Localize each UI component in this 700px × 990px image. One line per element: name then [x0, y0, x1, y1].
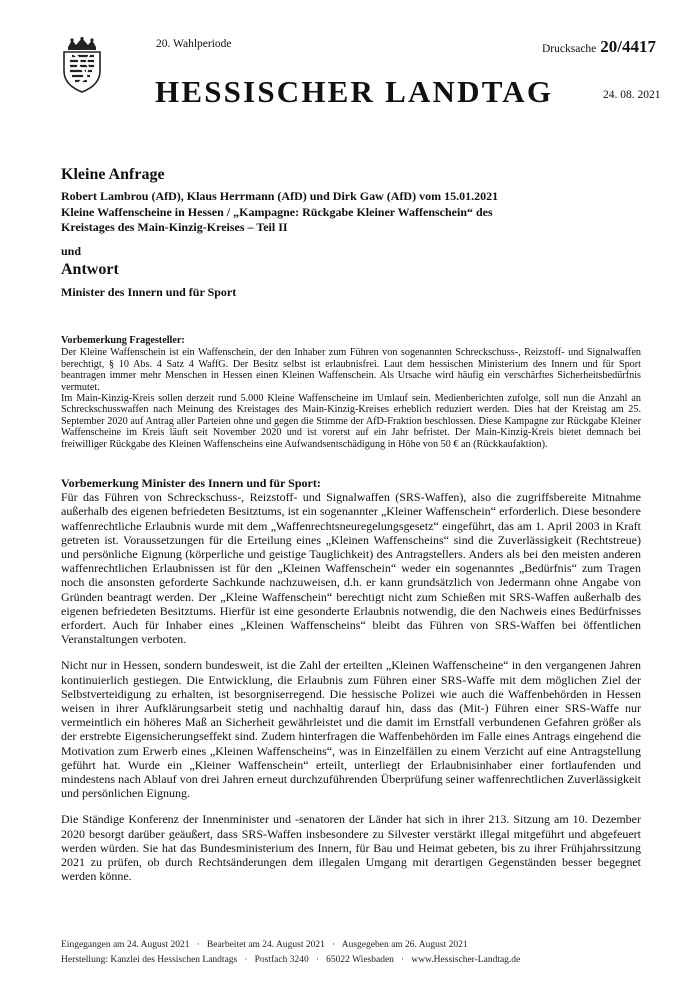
vorbemerkung-minister: [61, 476, 641, 895]
vorbemerkung-minister-paragraph: Die Ständige Konferenz der Innenminister und -senatoren der Länder hat sich in ihrer 213. Sitzung am 10. Dezember 2020 besorgt darüber geäußert, dass SRS-Waffen insbesondere zu Silvester verstärkt illegal mitgeführt und abgefeuert werden würden. Sie hat das Bundesministerium des Innern, für Bau und Heimat gebeten, bis zu ihrer Frühjahrssitzung 2021 zu prüfen, ob durch Rechtsänderungen dem illegalen Umgang mit derartigen Gegenständen besser begegnet werden könne.: [61, 812, 641, 884]
drucksache-number: 20/4417: [600, 37, 657, 56]
subject-line-1: Kleine Waffenscheine in Hessen / „Kampagne: Rückgabe Kleiner Waffenschein“ des: [61, 204, 493, 219]
responding-minister: Minister des Innern und für Sport: [61, 284, 237, 299]
authors-line: Robert Lambrou (AfD), Klaus Herrmann (AfD) und Dirk Gaw (AfD) vom 15.01.2021: [61, 189, 499, 203]
document-date: 24. 08. 2021: [603, 89, 661, 101]
subject-line-2: Kreistages des Main-Kinzig-Kreises – Teil II: [61, 220, 288, 234]
document-footer: [61, 938, 651, 968]
vorbemerkung-fragesteller: [61, 335, 641, 450]
landtag-title: HESSISCHER LANDTAG: [155, 74, 554, 109]
footer-dates: Eingegangen am 24. August 2021 · Bearbeitet am 24. August 2021 · Ausgegeben am 26. August 2021: [61, 940, 468, 950]
vorbemerkung-minister-paragraph: Nicht nur in Hessen, sondern bundesweit, ist die Zahl der erteilten „Kleinen Waffenscheine“ in den vergangenen Jahren kontinuierlich gestiegen. Die Entwicklung, die Erlaubnis zum Führen einer SRS-Waffe mit dem möglichen Ziel der Selbstverteidigung zu erhalten, ist besorgniserregend. Die hessische Polizei wie auch die Waffenbehörden in Hessen weisen in ihrer Aufklärungsarbeit stetig und nachhaltig darauf hin, dass das (Mit-) Führen einer SRS-Waffe nur vermeintlich ein höheres Maß an Sicherheit gewährleistet und die damit im Ernstfall verbundenen Gefahren größer als der erstrebte Eigensicherungseffekt sind. Zudem hinterfragen die Waffenbehörden im Falle eines Antrags eingehend die Motivation zum Erwerb eines „Kleinen Waffenscheins“, was in Einzelfällen zu einem Verzicht auf eine Antragstellung geführt hat. Wurde ein „Kleiner Waffenschein“ erteilt, unterliegt der Erlaubnisinhaber einer fortlaufenden und mindestens nach Ablauf von drei Jahren erneut durchzuführenden Überprüfung seiner waffenrechtlichen Zuverlässigkeit und persönlichen Eignung.: [61, 658, 641, 801]
vorbemerkung-fragesteller-paragraph: Der Kleine Waffenschein ist ein Waffenschein, der den Inhaber zum Führen von sogenannten Schreckschuss-, Reizstoff- und Signalwaffen berechtigt, § 10 Abs. 4 Satz 4 WaffG. Der Besitz selbst ist erlaubnisfrei. Laut dem hessischen Ministerium des Innern und für Sport beantragen immer mehr Menschen in Hessen einen Kleinen Waffenschein. Als Ursache wird häufig ein verschärftes Sicherheitsbedürfnis vermutet.: [61, 347, 641, 393]
antwort-heading: Antwort: [61, 260, 119, 278]
vorbemerkung-fragesteller-title: Vorbemerkung Fragesteller:: [61, 335, 185, 346]
footer-publisher: Herstellung: Kanzlei des Hessischen Landtags · Postfach 3240 · 65022 Wiesbaden · www.Hessischer-Landtag.de: [61, 955, 521, 965]
drucksache-reference: [542, 37, 656, 57]
hessen-coat-of-arms-icon: [60, 37, 104, 93]
wahlperiode: 20. Wahlperiode: [156, 38, 232, 50]
vorbemerkung-minister-title: Vorbemerkung Minister des Innern und für Sport:: [61, 476, 321, 490]
drucksache-label: Drucksache: [542, 43, 597, 55]
vorbemerkung-minister-paragraph: Für das Führen von Schreckschuss-, Reizstoff- und Signalwaffen (SRS-Waffen), also die zugriffsbereite Mitnahme außerhalb des eigenen befriedeten Besitztums, ist ein sogenannter „Kleiner Waffenschein“ erforderlich. Diese besondere waffenrechtliche Erlaubnis wurde mit dem „Waffenrechtsneuregelungsgesetz“ eingeführt, das am 1. April 2003 in Kraft getreten ist. Voraussetzungen für die Erteilung eines „Kleinen Waffenscheins“ sind die Zuverlässigkeit (Rechtstreue) und persönliche Eignung (körperliche und geistige Tauglichkeit) des Antragstellers. Anders als bei den meisten anderen waffenrechtlichen Erlaubnissen ist für den „Kleinen Waffenschein“ weder ein sogenanntes „Bedürfnis“ zum Tragen noch die ansonsten geforderte Sachkunde nachzuweisen, d.h. er kann grundsätzlich von Jedermann ohne Angabe von Gründen beantragt werden. Der „Kleine Waffenschein“ berechtigt nicht zum Schießen mit SRS-Waffen außerhalb des eigenen befriedeten Besitztums. Hierfür ist eine gesonderte Erlaubnis notwendig, die den Nachweis eines Bedürfnisses erfordert. Auch für Inhaber eines „Kleinen Waffenscheins“ bleibt das Führen von SRS-Waffen bei öffentlichen Veranstaltungen verboten.: [61, 490, 641, 647]
vorbemerkung-fragesteller-paragraph: Im Main-Kinzig-Kreis sollen derzeit rund 5.000 Kleine Waffenscheine im Umlauf sein. Medienberichten zufolge, soll nun die Anzahl an Schreckschusswaffen nach Meinung des Kreistages des Main-Kinzig-Kreises erheblich reduziert werden. Dies hat der Kreistag am 25. September 2020 auf Antrag aller Parteien ohne und gegen die Stimme der AfD-Fraktion beschlossen. Diese Kampagne zur Rückgabe Kleiner Waffenscheine im Kreis läuft seit November 2020 und ist vorerst auf ein Jahr befristet. Der Main-Kinzig-Kreis bietet demnach bei freiwilliger Rückgabe des Kleinen Waffenscheins eine Aufwandsentschädigung in Höhe von 50 € an (Rückkaufaktion).: [61, 393, 641, 450]
und-connector: und: [61, 243, 82, 258]
document-kind: Kleine Anfrage: [61, 166, 165, 183]
document-heading: [61, 166, 641, 300]
